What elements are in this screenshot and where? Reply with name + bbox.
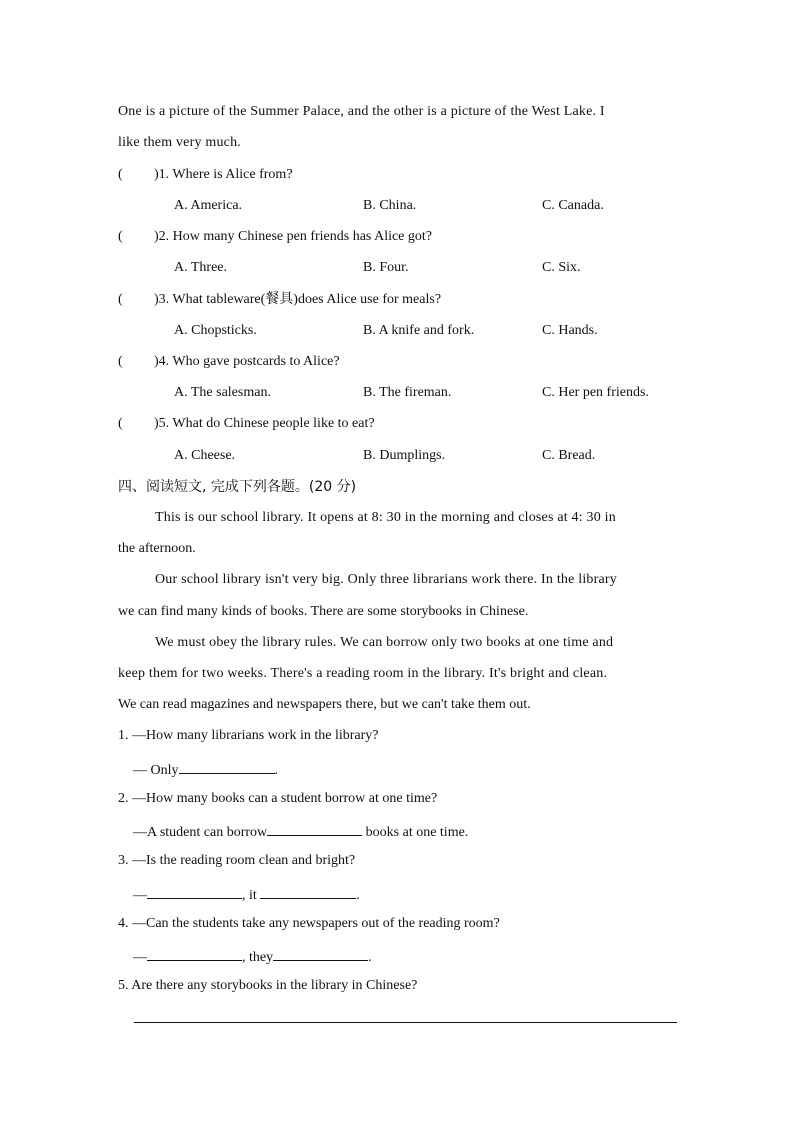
q4-option-c: C. Her pen friends. [542, 385, 649, 400]
a4-3: — , it . [133, 884, 360, 905]
a4-4: — , they . [133, 946, 372, 967]
reading-p2-line1: Our school library isn't very big. Only three librarians work there. In the library [155, 572, 617, 587]
answer-bracket-2[interactable]: ( [118, 229, 123, 244]
question-4: ( )4. Who gave postcards to Alice? [118, 354, 340, 369]
reading-p2-line2: we can find many kinds of books. There are some storybooks in Chinese. [118, 604, 529, 619]
passage-line-2: like them very much. [118, 135, 241, 150]
reading-p3-line3: We can read magazines and newspapers there, but we can't take them out. [118, 697, 531, 712]
q4-5: 5. Are there any storybooks in the library in Chinese? [118, 978, 418, 993]
q3-option-b: B. A knife and fork. [363, 323, 475, 338]
answer-blank-4a[interactable] [147, 946, 242, 961]
answer-blank-3a[interactable] [147, 884, 242, 899]
q4-3: 3. —Is the reading room clean and bright? [118, 853, 356, 868]
a4-2: —A student can borrow books at one time. [133, 821, 468, 842]
question-1: ( )1. Where is Alice from? [118, 167, 293, 182]
answer-blank-3b[interactable] [260, 884, 356, 899]
answer-blank-4b[interactable] [273, 946, 368, 961]
answer-bracket-3[interactable]: ( [118, 292, 123, 307]
q4-option-a: A. The salesman. [174, 385, 271, 400]
question-3: ( )3. What tableware(餐具)does Alice use for meals? [118, 292, 442, 307]
q4-1: 1. —How many librarians work in the library? [118, 728, 379, 743]
answer-bracket-1[interactable]: ( [118, 167, 123, 182]
reading-p1-line2: the afternoon. [118, 541, 196, 556]
answer-bracket-4[interactable]: ( [118, 354, 123, 369]
q4-option-b: B. The fireman. [363, 385, 452, 400]
question-2: ( )2. How many Chinese pen friends has Alice got? [118, 229, 432, 244]
question-5: ( )5. What do Chinese people like to eat? [118, 416, 375, 431]
reading-p3-line2: keep them for two weeks. There's a reading room in the library. It's bright and clean. [118, 666, 608, 681]
q4-2: 2. —How many books can a student borrow at one time? [118, 791, 438, 806]
answer-line-5[interactable] [134, 1022, 677, 1023]
q3-option-a: A. Chopsticks. [174, 323, 257, 338]
answer-blank-1[interactable] [179, 759, 275, 774]
q4-4: 4. —Can the students take any newspapers out of the reading room? [118, 916, 500, 931]
q2-option-b: B. Four. [363, 260, 409, 275]
answer-blank-2[interactable] [267, 821, 362, 836]
reading-p3-line1: We must obey the library rules. We can borrow only two books at one time and [155, 635, 614, 650]
a4-1: — Only . [133, 759, 278, 780]
q1-option-c: C. Canada. [542, 198, 604, 213]
q5-option-b: B. Dumplings. [363, 448, 446, 463]
reading-p1-line1: This is our school library. It opens at 8: 30 in the morning and closes at 4: 30 in [155, 510, 616, 525]
q5-option-c: C. Bread. [542, 448, 596, 463]
passage-line-1: One is a picture of the Summer Palace, and the other is a picture of the West Lake. I [118, 104, 605, 119]
section-heading: 四、阅读短文, 完成下列各题。(20 分) [118, 479, 357, 495]
q1-option-a: A. America. [174, 198, 243, 213]
answer-bracket-5[interactable]: ( [118, 416, 123, 431]
q2-option-c: C. Six. [542, 260, 581, 275]
q3-option-c: C. Hands. [542, 323, 598, 338]
q1-option-b: B. China. [363, 198, 417, 213]
q2-option-a: A. Three. [174, 260, 227, 275]
q5-option-a: A. Cheese. [174, 448, 236, 463]
